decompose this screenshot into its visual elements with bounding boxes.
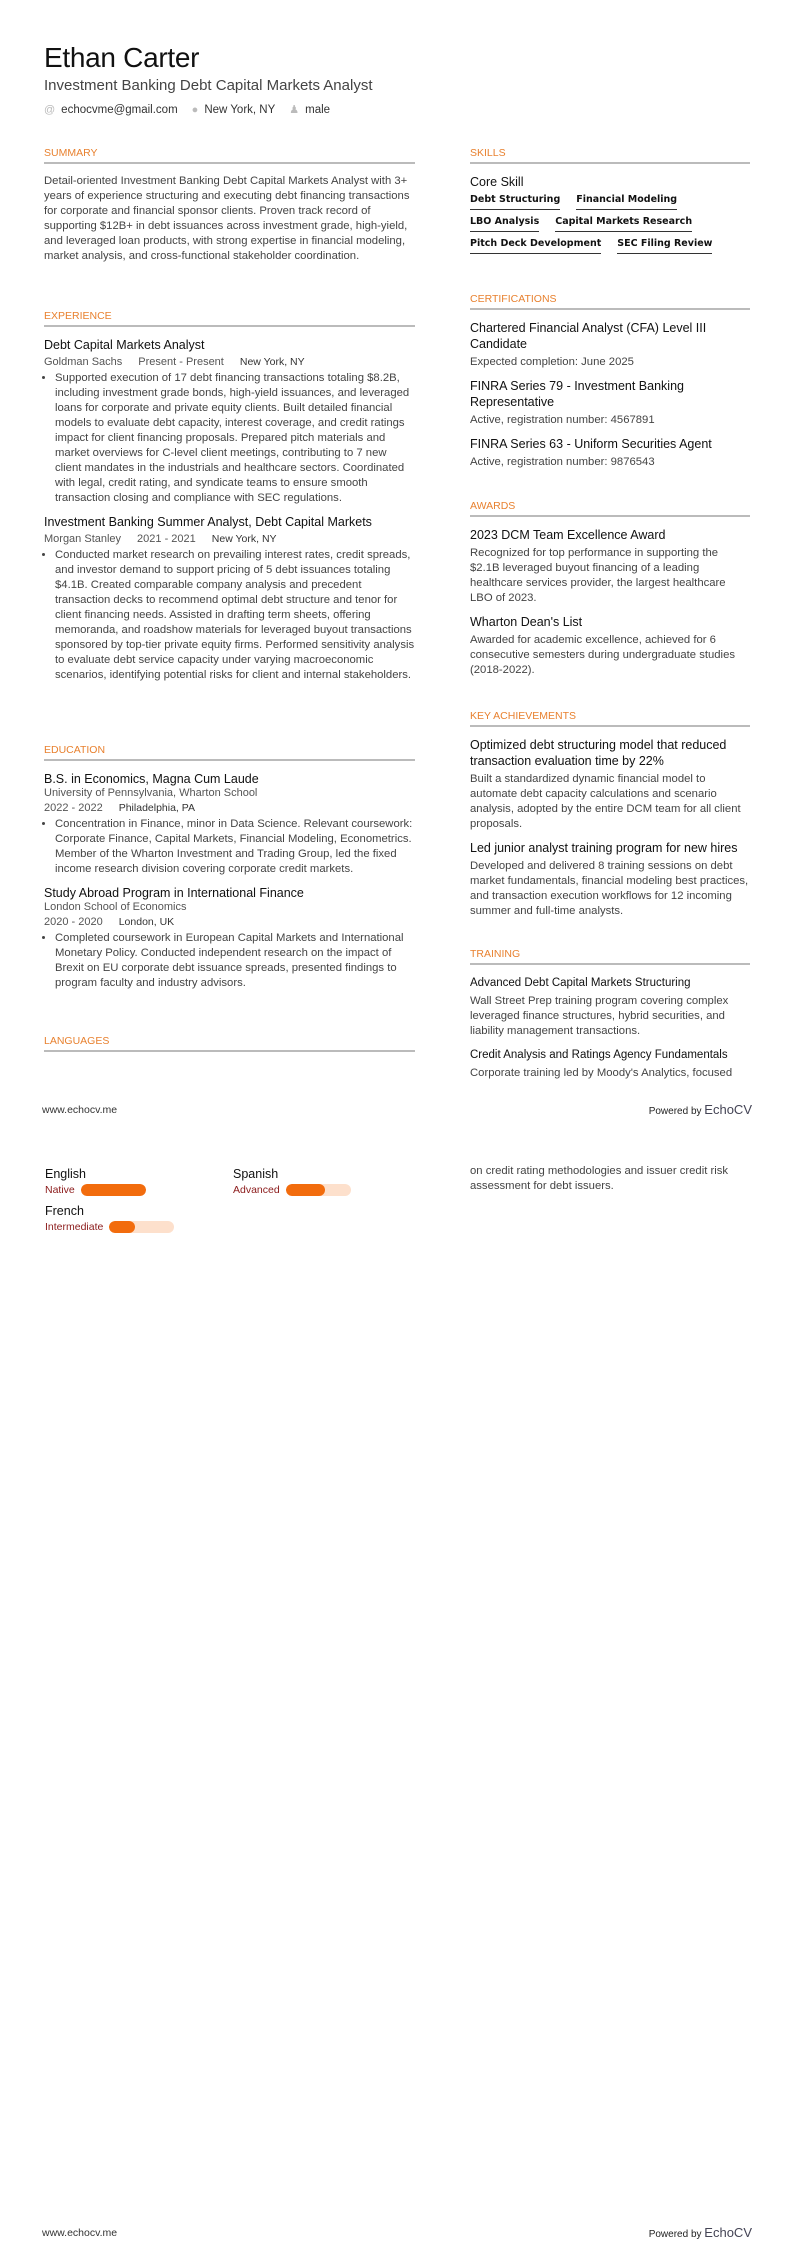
certification-title: FINRA Series 79 - Investment Banking Representative bbox=[470, 379, 684, 409]
powered-by bbox=[649, 1102, 752, 1117]
location: London, UK bbox=[118, 916, 175, 928]
powered-by-text: Powered by bbox=[648, 2229, 702, 2240]
job-role: Investment Banking Summer Analyst, Debt Capital Markets bbox=[44, 515, 372, 529]
certification-desc: Active, registration number: 4567891 bbox=[470, 414, 655, 426]
contact-location bbox=[192, 104, 276, 116]
language-bar bbox=[286, 1184, 351, 1196]
training-desc-continued: on credit rating methodologies and issuer credit risk assessment for debt issuers. bbox=[470, 1165, 729, 1192]
contact-info bbox=[44, 103, 330, 116]
achievement-desc: Developed and delivered 8 training sessions on debt market fundamentals, financial modeling best practices, and transaction execution workflows for 12 incoming summer and full-time analysts. bbox=[470, 860, 749, 917]
language-level: Intermediate bbox=[45, 1220, 104, 1233]
degree: Study Abroad Program in International Finance bbox=[44, 886, 304, 900]
award-item bbox=[470, 614, 750, 678]
location: New York, NY bbox=[211, 533, 277, 545]
footer-site-link[interactable]: www.echocv.me bbox=[42, 1104, 118, 1116]
certification-desc: Expected completion: June 2025 bbox=[470, 356, 634, 368]
company: Morgan Stanley bbox=[44, 533, 122, 545]
experience-item bbox=[44, 514, 415, 683]
summary-text: Detail-oriented Investment Banking Debt Capital Markets Analyst with 3+ years of experience structuring and executing debt financing transactions for corporate and financial sponsor clients. Proven track record of supporting $12B+ in debt issuances across investment grade, high-yield, and leveraged loan products, with strong expertise in financial modeling, market analysis, and cross-functional stakeholder coordination. bbox=[44, 175, 410, 262]
achievement-title: Led junior analyst training program for new hires bbox=[470, 841, 738, 855]
language-item bbox=[45, 1167, 146, 1199]
section-heading: CERTIFICATIONS bbox=[470, 293, 750, 310]
candidate-name: Ethan Carter bbox=[44, 42, 200, 73]
brand-logo: EchoCV bbox=[704, 1102, 752, 1117]
certification-title: Chartered Financial Analyst (CFA) Level III Candidate bbox=[470, 321, 707, 351]
section-heading: KEY ACHIEVEMENTS bbox=[470, 710, 750, 727]
gender-text: male bbox=[305, 104, 331, 116]
certification-title: FINRA Series 63 - Uniform Securities Agent bbox=[470, 437, 712, 451]
dates: 2020 - 2020 bbox=[44, 916, 103, 928]
language-name: Spanish bbox=[233, 1167, 279, 1181]
certification-item bbox=[470, 320, 750, 370]
achievement-title: Optimized debt structuring model that reduced transaction evaluation time by 22% bbox=[470, 738, 727, 768]
email-text: echocvme@gmail.com bbox=[61, 103, 178, 116]
education-bullet: • Completed coursework in European Capital Markets and International Monetary Policy. Conducted independent research on the impact of Brexit on EU corporate debt issuance spreads, presented findings to program faculty and industry advisors. bbox=[55, 931, 415, 991]
training-section bbox=[470, 948, 750, 1089]
training-desc: Wall Street Prep training program covering complex leveraged finance structures, hybrid securities, and liability management transactions. bbox=[470, 995, 729, 1037]
skill-tag: LBO Analysis bbox=[470, 216, 539, 232]
language-level: Advanced bbox=[233, 1183, 280, 1196]
language-name: English bbox=[45, 1167, 86, 1181]
experience-section bbox=[44, 310, 415, 691]
location: Philadelphia, PA bbox=[118, 802, 195, 814]
language-bar-fill bbox=[109, 1221, 135, 1233]
school: University of Pennsylvania, Wharton School bbox=[44, 787, 258, 799]
section-heading: EXPERIENCE bbox=[44, 310, 415, 327]
achievements-section bbox=[470, 710, 750, 927]
award-desc: Recognized for top performance in supporting the $2.1B leveraged buyout financing of a leading healthcare services provider, the largest healthcare LBO of 2023. bbox=[470, 547, 726, 604]
skills-section bbox=[470, 147, 750, 254]
language-bar-fill bbox=[286, 1184, 325, 1196]
summary-section bbox=[44, 147, 415, 264]
location-text: New York, NY bbox=[204, 103, 276, 116]
skill-group-title: Core Skill bbox=[470, 175, 524, 189]
section-heading: SUMMARY bbox=[44, 147, 415, 164]
language-name: French bbox=[45, 1204, 84, 1218]
section-heading: LANGUAGES bbox=[44, 1035, 415, 1052]
brand-logo: EchoCV bbox=[704, 2225, 752, 2240]
skill-tag: Pitch Deck Development bbox=[470, 238, 601, 254]
education-item bbox=[44, 771, 415, 877]
section-heading: EDUCATION bbox=[44, 744, 415, 761]
language-bar bbox=[109, 1221, 174, 1233]
award-item bbox=[470, 527, 750, 606]
section-heading: TRAINING bbox=[470, 948, 750, 965]
job-bullet: • Supported execution of 17 debt financing transactions totaling $8.2B, including investment grade bonds, high-yield issuances, and leveraged loans for corporate and private equity clients. Built detailed financial models to evaluate debt capacity, interest coverage, and credit ratings impact for client financing proposals. Prepared pitch materials and market overviews for C-level client meetings, contributing to 7 new client mandates in the industrials and healthcare sectors. Coordinated with legal, credit rating, and syndicate teams to ensure smooth transaction closing and compliance with SEC regulations. bbox=[55, 371, 415, 506]
degree: B.S. in Economics, Magna Cum Laude bbox=[44, 772, 259, 786]
skill-tag: SEC Filing Review bbox=[617, 238, 712, 254]
job-bullet: • Conducted market research on prevailing interest rates, credit spreads, and investor demand to support pricing of 5 debt issuances totaling $4.1B. Created comparable company analysis and precedent transaction decks to recommend optimal debt structure and tenor for client financing needs. Assisted in drafting term sheets, offering memoranda, and roadshow materials for leveraged buyout transactions sponsored by top-tier private equity firms. Performed sensitivity analysis to evaluate debt service capacity under varying macroeconomic scenarios, identifying potential risks for client and internal stakeholders. bbox=[55, 548, 415, 683]
training-title: Credit Analysis and Ratings Agency Fundamentals bbox=[470, 1049, 728, 1061]
certification-item bbox=[470, 436, 750, 470]
education-item bbox=[44, 885, 415, 991]
achievement-item bbox=[470, 840, 750, 919]
dates: 2022 - 2022 bbox=[44, 802, 103, 814]
contact-gender bbox=[289, 103, 330, 116]
candidate-title: Investment Banking Debt Capital Markets Analyst bbox=[44, 77, 373, 94]
at-icon: @ bbox=[44, 103, 56, 116]
dates: 2021 - 2021 bbox=[137, 533, 196, 545]
award-title: Wharton Dean's List bbox=[470, 615, 583, 629]
skill-tag: Debt Structuring bbox=[470, 194, 560, 210]
achievement-desc: Built a standardized dynamic financial model to automate debt capacity calculations and scenario analysis, adopted by the entire DCM team for all client proposals. bbox=[470, 773, 741, 830]
achievement-item bbox=[470, 737, 750, 832]
company: Goldman Sachs bbox=[44, 356, 123, 368]
certification-desc: Active, registration number: 9876543 bbox=[470, 456, 655, 468]
footer-site-link[interactable]: www.echocv.me bbox=[42, 2227, 118, 2239]
job-role: Debt Capital Markets Analyst bbox=[44, 338, 205, 352]
award-title: 2023 DCM Team Excellence Award bbox=[470, 528, 666, 542]
language-bar bbox=[81, 1184, 146, 1196]
experience-item bbox=[44, 337, 415, 506]
section-heading: AWARDS bbox=[470, 500, 750, 517]
powered-by bbox=[649, 2225, 752, 2240]
skill-tag: Capital Markets Research bbox=[555, 216, 692, 232]
language-item bbox=[45, 1204, 174, 1236]
education-bullet: • Concentration in Finance, minor in Data Science. Relevant coursework: Corporate Finance, Capital Markets, Financial Modeling, Econometrics. Member of the Wharton Investment and Trading Group, led the fixed income research division covering corporate credit markets. bbox=[55, 817, 415, 877]
school: London School of Economics bbox=[44, 901, 187, 913]
awards-section bbox=[470, 500, 750, 686]
person-icon: ♟ bbox=[289, 104, 300, 116]
training-item bbox=[470, 1047, 750, 1081]
award-desc: Awarded for academic excellence, achieved for 6 consecutive semesters during undergraduate studies (2018-2022). bbox=[470, 634, 736, 676]
language-item bbox=[233, 1167, 351, 1199]
certification-item bbox=[470, 378, 750, 428]
language-level: Native bbox=[45, 1183, 75, 1196]
dates: Present - Present bbox=[138, 356, 224, 368]
language-bar-fill bbox=[81, 1184, 146, 1196]
location-pin-icon: ● bbox=[191, 103, 199, 116]
education-section bbox=[44, 744, 415, 999]
training-title: Advanced Debt Capital Markets Structuring bbox=[470, 977, 691, 989]
contact-email bbox=[44, 104, 178, 116]
powered-by-text: Powered by bbox=[648, 1106, 702, 1117]
training-desc: Corporate training led by Moody's Analytics, focused bbox=[470, 1067, 733, 1079]
skill-tag: Financial Modeling bbox=[576, 194, 677, 210]
training-item bbox=[470, 975, 750, 1039]
section-heading: SKILLS bbox=[470, 147, 750, 164]
certifications-section bbox=[470, 293, 750, 478]
languages-section bbox=[44, 1035, 415, 1062]
location: New York, NY bbox=[239, 356, 305, 368]
